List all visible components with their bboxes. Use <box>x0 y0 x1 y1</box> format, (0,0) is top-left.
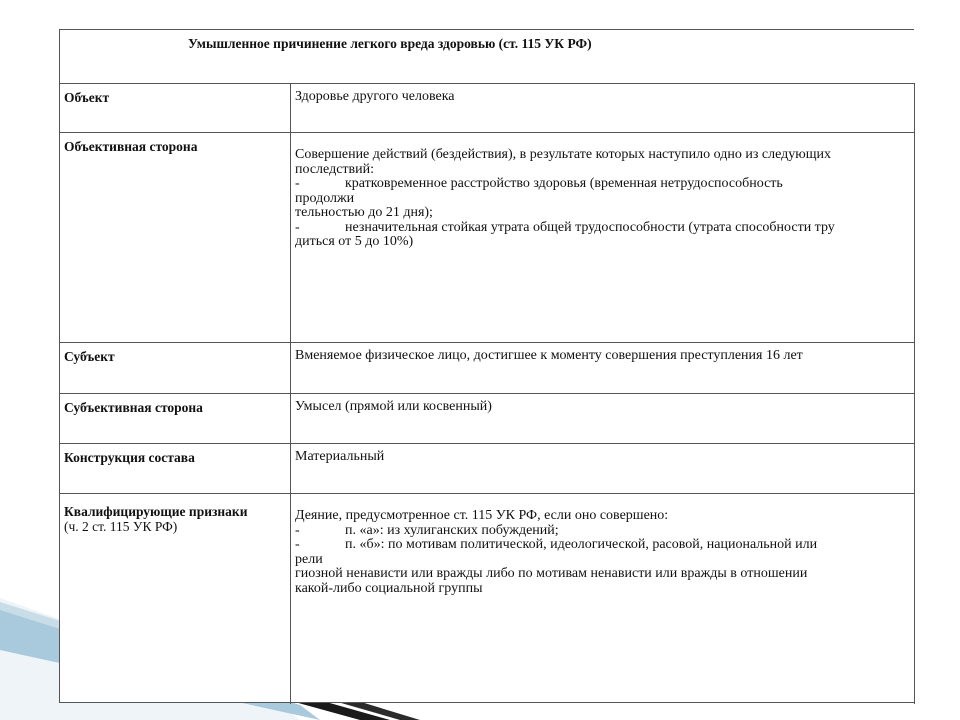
row-label-subject: Субъект <box>64 349 115 364</box>
table-row <box>60 343 915 394</box>
row-value-subjective-side: Умысел (прямой или косвенный) <box>295 399 492 414</box>
row-label-construction: Конструкция состава <box>64 450 195 465</box>
row-value-objective-side: Совершение действий (бездействия), в результате которых наступило одно из следующих последствий: - кратковременное расстройство здоровья (временная нетрудоспособность продолжи тельностью до 21 дня); - незначительная стойкая утрата общей трудоспособности (утрата способности тру диться от 5 до 10%) <box>295 147 835 249</box>
table-row <box>60 133 915 343</box>
row-label-object: Объект <box>64 90 110 105</box>
table-row <box>60 394 915 444</box>
row-label-qualifying: Квалифицирующие признаки (ч. 2 ст. 115 УК РФ) <box>64 504 248 534</box>
table-header-row <box>60 30 915 84</box>
row-label-subjective-side: Субъективная сторона <box>64 400 203 415</box>
table-row <box>60 494 915 704</box>
row-label-objective-side: Объективная сторона <box>64 139 198 154</box>
table-row <box>60 444 915 494</box>
row-value-subject: Вменяемое физическое лицо, достигшее к моменту совершения преступления 16 лет <box>295 348 803 363</box>
crime-table <box>59 29 914 703</box>
row-value-qualifying: Деяние, предусмотренное ст. 115 УК РФ, если оно совершено: - п. «а»: из хулиганских побуждений; - п. «б»: по мотивам политической, идеологической, расовой, национальной или рели гиозной ненависти или вражды либо по мотивам ненависти или вражды в отношении какой-либо социальной группы <box>295 508 818 596</box>
row-value-construction: Материальный <box>295 449 385 464</box>
table-title: Умышленное причинение легкого вреда здоровью (ст. 115 УК РФ) <box>188 36 592 51</box>
table-row <box>60 84 915 133</box>
row-value-object: Здоровье другого человека <box>295 89 455 104</box>
